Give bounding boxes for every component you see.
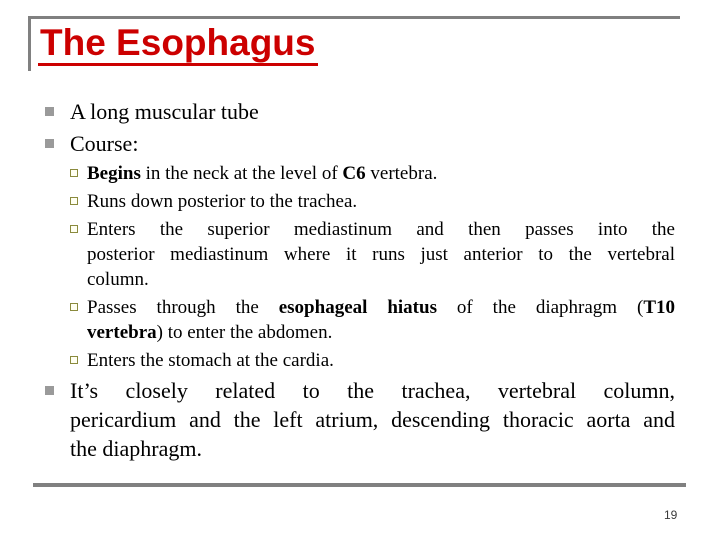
bullet-item-3: [70, 189, 675, 214]
top-rule: [28, 16, 680, 19]
text-line: It’s closely related to the trachea, vertebral column,: [70, 378, 675, 403]
text-line: Enters the stomach at the cardia.: [87, 350, 334, 371]
text-line: Runs down posterior to the trachea.: [87, 191, 358, 212]
bullet-text: [87, 295, 675, 345]
bullet-item-2: [70, 161, 675, 186]
bullet-square-icon: [45, 107, 54, 116]
sub-bullet-square-icon: [70, 197, 78, 205]
sub-bullet-square-icon: [70, 303, 78, 311]
bullet-item-0: [45, 97, 675, 126]
title-accent-bar: [28, 16, 31, 71]
bullet-item-7: [45, 376, 675, 463]
bullet-item-5: [70, 295, 675, 345]
text-line: Passes through the esophageal hiatus of the diaphragm (T10: [87, 297, 676, 318]
bullet-square-icon: [45, 139, 54, 148]
bullet-text: [87, 348, 675, 373]
text-line: Begins in the neck at the level of C6 vertebra.: [87, 163, 438, 184]
text-line: A long muscular tube: [70, 99, 259, 124]
text-line: column.: [87, 269, 149, 290]
text-line: pericardium and the left atrium, descending thoracic aorta and: [70, 407, 675, 432]
bullet-text: [87, 161, 675, 186]
page-number: 19: [664, 508, 678, 522]
slide-title: The Esophagus: [38, 24, 318, 66]
text-line: the diaphragm.: [70, 436, 202, 461]
bullet-item-1: [45, 129, 675, 158]
bullet-item-6: [70, 348, 675, 373]
sub-bullet-square-icon: [70, 356, 78, 364]
text-line: Enters the superior mediastinum and then passes into the: [87, 219, 675, 240]
text-line: vertebra) to enter the abdomen.: [87, 322, 333, 343]
slide-body: [45, 97, 675, 466]
sub-bullet-square-icon: [70, 169, 78, 177]
footer-rule: [33, 483, 686, 487]
bullet-text: [70, 129, 675, 158]
sub-bullet-square-icon: [70, 225, 78, 233]
bullet-text: [70, 376, 675, 463]
text-line: Course:: [70, 131, 139, 156]
bullet-square-icon: [45, 386, 54, 395]
text-line: posterior mediastinum where it runs just anterior to the vertebral: [87, 244, 675, 265]
bullet-text: [87, 217, 675, 292]
bullet-item-4: [70, 217, 675, 292]
bullet-text: [87, 189, 675, 214]
bullet-text: [70, 97, 675, 126]
